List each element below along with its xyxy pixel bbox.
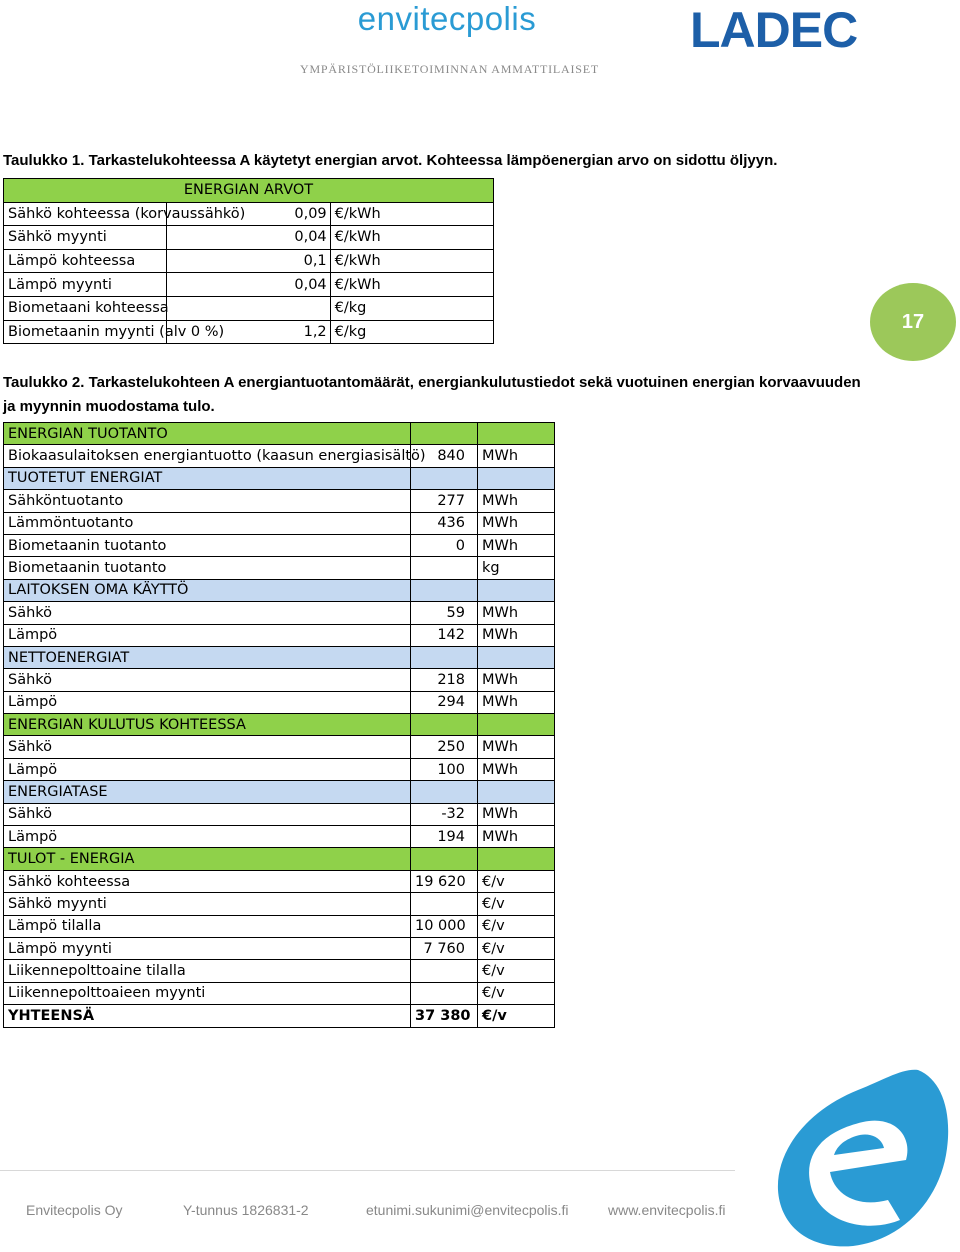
cell-unit: MWh [478, 624, 555, 646]
table-row [4, 624, 555, 646]
cell-value: 59 [411, 602, 478, 624]
cell-label: Sähkö kohteessa [4, 870, 411, 892]
cell-value [411, 848, 478, 870]
cell-label: Sähköntuotanto [4, 490, 411, 512]
cell-value [411, 646, 478, 668]
footer-website-link[interactable]: www.envitecpolis.fi [608, 1202, 726, 1218]
table-row [4, 758, 555, 780]
cell-value [167, 296, 330, 320]
cell-value [411, 467, 478, 489]
energy-values-table [3, 178, 494, 344]
table-row [4, 273, 494, 297]
table2-caption-line2: ja myynnin muodostama tulo. [3, 398, 215, 415]
cell-unit: €/kg [330, 296, 493, 320]
table-row [4, 490, 555, 512]
cell-unit: MWh [478, 490, 555, 512]
cell-value: 294 [411, 691, 478, 713]
cell-label: Biometaanin tuotanto [4, 557, 411, 579]
cell-value: 277 [411, 490, 478, 512]
cell-unit: €/kg [330, 320, 493, 344]
cell-label: Lämpö myynti [4, 937, 411, 959]
cell-label: Sähkö myynti [4, 893, 411, 915]
cell-value: 37 380 [411, 1005, 478, 1027]
table-row [4, 249, 494, 273]
cell-unit: €/v [478, 982, 555, 1004]
cell-unit: €/kWh [330, 226, 493, 250]
cell-label: Lämpö [4, 624, 411, 646]
table-row [4, 691, 555, 713]
cell-value [411, 960, 478, 982]
cell-label: LAITOKSEN OMA KÄYTTÖ [4, 579, 411, 601]
cell-unit [478, 714, 555, 736]
table-row [4, 445, 555, 467]
cell-value: 10 000 [411, 915, 478, 937]
cell-unit: €/v [478, 915, 555, 937]
table-row [4, 982, 555, 1004]
footer-business-id: Y-tunnus 1826831-2 [183, 1202, 309, 1218]
cell-unit: MWh [478, 758, 555, 780]
footer-company: Envitecpolis Oy [26, 1202, 123, 1218]
cell-label: Sähkö [4, 602, 411, 624]
cell-label: Lämpö tilalla [4, 915, 411, 937]
cell-label: Sähkö kohteessa (korvaussähkö) [4, 202, 167, 226]
cell-label: YHTEENSÄ [4, 1005, 411, 1027]
cell-unit: MWh [478, 602, 555, 624]
table-row [4, 602, 555, 624]
cell-value [411, 579, 478, 601]
cell-unit [478, 646, 555, 668]
cell-value: 142 [411, 624, 478, 646]
envitecpolis-e-logo-icon [768, 1060, 958, 1250]
cell-value [411, 982, 478, 1004]
cell-value: 7 760 [411, 937, 478, 959]
cell-unit: MWh [478, 534, 555, 556]
section-header-row [4, 579, 555, 601]
cell-label: ENERGIAN KULUTUS KOHTEESSA [4, 714, 411, 736]
cell-label: Lämpö [4, 758, 411, 780]
cell-label: TUOTETUT ENERGIAT [4, 467, 411, 489]
table-row [4, 669, 555, 691]
cell-unit: MWh [478, 445, 555, 467]
table-row [4, 226, 494, 250]
cell-label: Lämpö kohteessa [4, 249, 167, 273]
cell-value: 218 [411, 669, 478, 691]
cell-label: Liikennepolttoaine tilalla [4, 960, 411, 982]
cell-value: 0,04 [167, 273, 330, 297]
cell-value [411, 423, 478, 445]
cell-value: 0,04 [167, 226, 330, 250]
table-row [4, 736, 555, 758]
cell-value: 1,2 [167, 320, 330, 344]
cell-value [411, 781, 478, 803]
cell-label: Sähkö [4, 803, 411, 825]
cell-value: 0,09 [167, 202, 330, 226]
cell-unit: MWh [478, 691, 555, 713]
cell-label: ENERGIAN TUOTANTO [4, 423, 411, 445]
cell-value: 0 [411, 534, 478, 556]
cell-unit [478, 579, 555, 601]
cell-value: 100 [411, 758, 478, 780]
cell-label: ENERGIATASE [4, 781, 411, 803]
cell-unit [478, 848, 555, 870]
table-row [4, 534, 555, 556]
table-row [4, 960, 555, 982]
cell-label: Biometaanin myynti (alv 0 %) [4, 320, 167, 344]
cell-value [411, 714, 478, 736]
table-row [4, 557, 555, 579]
cell-value: 19 620 [411, 870, 478, 892]
cell-unit: MWh [478, 736, 555, 758]
cell-label: Liikennepolttoaieen myynti [4, 982, 411, 1004]
section-header-row [4, 781, 555, 803]
cell-unit: €/kWh [330, 273, 493, 297]
section-header-row [4, 467, 555, 489]
cell-value: 840 [411, 445, 478, 467]
section-header-row [4, 714, 555, 736]
table2-caption-line1: Taulukko 2. Tarkastelukohteen A energiantuotantomäärät, energiankulutustiedot sekä vuotuinen energian korvaavuuden [3, 374, 861, 391]
header-subtitle: YMPÄRISTÖLIIKETOIMINNAN AMMATTILAISET [300, 62, 600, 76]
cell-unit: MWh [478, 826, 555, 848]
cell-label: NETTOENERGIAT [4, 646, 411, 668]
cell-label: Sähkö [4, 669, 411, 691]
cell-unit: kg [478, 557, 555, 579]
cell-value: 250 [411, 736, 478, 758]
cell-unit: €/kWh [330, 249, 493, 273]
cell-unit: MWh [478, 512, 555, 534]
cell-value: 0,1 [167, 249, 330, 273]
cell-unit [478, 467, 555, 489]
table-row [4, 915, 555, 937]
table-row [4, 320, 494, 344]
ladec-logo: LADEC [690, 2, 858, 58]
cell-label: Biometaani kohteessa [4, 296, 167, 320]
cell-value [411, 557, 478, 579]
envitecpolis-logo: envitecpolis [357, 0, 537, 37]
table-row [4, 1005, 555, 1027]
cell-label: Sähkö myynti [4, 226, 167, 250]
table-row [4, 893, 555, 915]
table1-caption: Taulukko 1. Tarkastelukohteessa A käytetyt energian arvot. Kohteessa lämpöenergian arvo on sidottu öljyyn. [3, 152, 778, 169]
cell-unit [478, 423, 555, 445]
cell-value [411, 893, 478, 915]
section-header-row [4, 646, 555, 668]
cell-label: Biometaanin tuotanto [4, 534, 411, 556]
table-row [4, 937, 555, 959]
cell-label: Lämpö [4, 826, 411, 848]
cell-label: Lämmöntuotanto [4, 512, 411, 534]
cell-label: Sähkö [4, 736, 411, 758]
table-row [4, 296, 494, 320]
cell-unit: MWh [478, 669, 555, 691]
cell-value: 436 [411, 512, 478, 534]
cell-label: Biokaasulaitoksen energiantuotto (kaasun energiasisältö) [4, 445, 411, 467]
table-row [4, 512, 555, 534]
table-header: ENERGIAN ARVOT [4, 179, 494, 203]
table-row [4, 202, 494, 226]
cell-label: TULOT - ENERGIA [4, 848, 411, 870]
cell-unit: €/v [478, 960, 555, 982]
cell-unit: €/v [478, 893, 555, 915]
table-row [4, 826, 555, 848]
cell-label: Lämpö myynti [4, 273, 167, 297]
table-row [4, 870, 555, 892]
cell-unit: €/kWh [330, 202, 493, 226]
footer-divider [0, 1170, 735, 1171]
cell-unit: €/v [478, 937, 555, 959]
cell-unit: €/v [478, 870, 555, 892]
section-header-row [4, 848, 555, 870]
cell-unit [478, 781, 555, 803]
page-number-badge: 17 [870, 283, 956, 361]
energy-production-table [3, 422, 555, 1028]
section-header-row [4, 423, 555, 445]
cell-value: 194 [411, 826, 478, 848]
table-row [4, 803, 555, 825]
cell-label: Lämpö [4, 691, 411, 713]
cell-unit: €/v [478, 1005, 555, 1027]
cell-value: -32 [411, 803, 478, 825]
cell-unit: MWh [478, 803, 555, 825]
footer-email-link[interactable]: etunimi.sukunimi@envitecpolis.fi [366, 1202, 569, 1218]
table-header-row [4, 179, 494, 203]
